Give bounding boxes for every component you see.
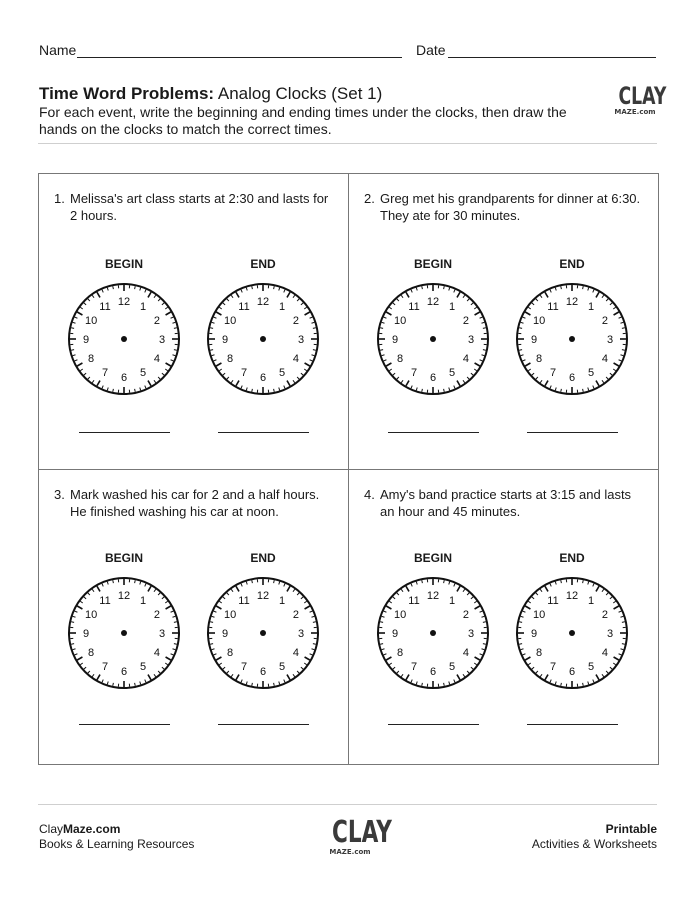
date-field[interactable] [448, 57, 656, 58]
clock-number: 5 [448, 660, 456, 673]
minute-tick [252, 580, 253, 583]
clock-center-dot [121, 630, 127, 636]
clock-number: 4 [462, 647, 469, 659]
begin-answer-line[interactable] [388, 724, 479, 725]
header-divider [38, 143, 657, 144]
minute-tick [583, 286, 584, 289]
clock-face [375, 281, 491, 397]
clock-number: 1 [278, 595, 286, 608]
minute-tick [113, 389, 114, 392]
minute-tick [380, 622, 383, 623]
end-label: END [250, 551, 276, 565]
begin-label: BEGIN [104, 257, 143, 271]
minute-tick [519, 328, 522, 329]
clock-number: 3 [606, 334, 614, 346]
begin-clock[interactable] [375, 281, 491, 397]
minute-tick [71, 622, 74, 623]
problem-cell-1 [39, 174, 348, 469]
end-clock[interactable] [514, 281, 630, 397]
clock-center-dot [121, 336, 127, 342]
clock-number: 11 [408, 301, 420, 314]
clock-number: 6 [568, 372, 576, 384]
minute-tick [622, 622, 625, 623]
minute-tick [174, 350, 177, 351]
clock-number: 10 [84, 609, 98, 621]
logo-bottom: MAZE.com [614, 108, 656, 116]
minute-tick [313, 350, 316, 351]
minute-tick [483, 350, 486, 351]
clock-number: 5 [278, 366, 286, 379]
minute-tick [483, 328, 486, 329]
minute-tick [135, 580, 136, 583]
clock-number: 4 [153, 353, 160, 365]
end-label: END [559, 551, 585, 565]
begin-label: BEGIN [413, 257, 452, 271]
minute-tick [210, 644, 213, 645]
problem-text [364, 486, 649, 520]
clock-number: 9 [530, 628, 538, 640]
clock-number: 1 [448, 595, 456, 608]
end-answer-line[interactable] [218, 724, 309, 725]
clock-number: 1 [587, 595, 595, 608]
problem-text [54, 486, 339, 520]
end-clock[interactable] [205, 575, 321, 691]
clock-number: 3 [158, 334, 166, 346]
title-rest: Analog Clocks (Set 1) [214, 84, 383, 103]
minute-tick [210, 328, 213, 329]
clock-number: 8 [227, 647, 234, 659]
worksheet-title [39, 84, 382, 104]
end-label: END [250, 257, 276, 271]
minute-tick [583, 389, 584, 392]
begin-answer-line[interactable] [79, 432, 170, 433]
clock-number: 7 [410, 366, 418, 379]
minute-tick [274, 683, 275, 686]
minute-tick [252, 683, 253, 686]
minute-tick [71, 350, 74, 351]
footer-divider [38, 804, 657, 805]
clock-number: 12 [256, 590, 270, 602]
minute-tick [135, 389, 136, 392]
clock-number: 9 [221, 334, 229, 346]
minute-tick [583, 580, 584, 583]
clock-center-dot [569, 336, 575, 342]
footer-right-sub: Activities & Worksheets [531, 837, 657, 851]
clock-number: 5 [448, 366, 456, 379]
clock-number: 8 [397, 647, 404, 659]
clock-number: 12 [565, 590, 579, 602]
minute-tick [252, 389, 253, 392]
problem-text [54, 190, 339, 224]
minute-tick [483, 644, 486, 645]
clock-number: 4 [153, 647, 160, 659]
clock-number: 9 [221, 628, 229, 640]
clock-number: 3 [606, 628, 614, 640]
clock-number: 6 [259, 666, 267, 678]
clock-number: 10 [393, 609, 407, 621]
clock-number: 1 [587, 301, 595, 314]
begin-answer-line[interactable] [388, 432, 479, 433]
clock-number: 2 [292, 609, 299, 621]
clock-number: 11 [547, 595, 559, 608]
minute-tick [422, 389, 423, 392]
clock-number: 10 [532, 315, 546, 327]
minute-tick [622, 644, 625, 645]
clock-number: 9 [82, 628, 90, 640]
minute-tick [622, 350, 625, 351]
problem-statement: Amy's band practice starts at 3:15 and lasts an hour and 45 minutes. [380, 487, 632, 519]
problem-number: 3. [54, 487, 65, 502]
clock-number: 8 [397, 353, 404, 365]
clock-number: 2 [153, 315, 160, 327]
clock-number: 3 [297, 628, 305, 640]
minute-tick [274, 580, 275, 583]
problem-statement: Mark washed his car for 2 and a half hours. He finished washing his car at noon. [70, 487, 320, 519]
clock-number: 3 [467, 628, 475, 640]
problem-cell-3 [39, 470, 348, 765]
clock-number: 3 [467, 334, 475, 346]
clock-number: 4 [601, 647, 608, 659]
clock-number: 6 [568, 666, 576, 678]
minute-tick [135, 683, 136, 686]
clock-number: 2 [601, 315, 608, 327]
problem-statement: Greg met his grandparents for dinner at 6:30. They ate for 30 minutes. [380, 191, 641, 223]
minute-tick [444, 683, 445, 686]
footer-brand-maze: Maze.com [63, 822, 121, 836]
clock-number: 11 [99, 301, 111, 314]
clock-number: 9 [391, 334, 399, 346]
minute-tick [210, 622, 213, 623]
minute-tick [483, 622, 486, 623]
clock-number: 6 [120, 372, 128, 384]
clock-number: 1 [448, 301, 456, 314]
clock-number: 6 [429, 666, 437, 678]
minute-tick [380, 644, 383, 645]
minute-tick [113, 580, 114, 583]
problem-number: 4. [364, 487, 375, 502]
footer-logo-bottom: MAZE.com [329, 848, 371, 856]
minute-tick [274, 286, 275, 289]
begin-clock[interactable] [66, 281, 182, 397]
end-label: END [559, 257, 585, 271]
minute-tick [561, 683, 562, 686]
clock-number: 10 [223, 609, 237, 621]
minute-tick [174, 622, 177, 623]
minute-tick [174, 644, 177, 645]
instructions: For each event, write the beginning and ending times under the clocks, then draw the hands on the clocks to match the correct times. [39, 104, 567, 137]
clock-face [66, 281, 182, 397]
clock-number: 8 [88, 647, 95, 659]
clock-number: 3 [158, 628, 166, 640]
clock-number: 8 [536, 353, 543, 365]
clock-number: 4 [462, 353, 469, 365]
footer-left [39, 822, 194, 852]
clock-number: 5 [139, 660, 147, 673]
end-answer-line[interactable] [527, 724, 618, 725]
clock-number: 11 [547, 301, 559, 314]
clock-face [205, 575, 321, 691]
clock-number: 6 [429, 372, 437, 384]
date-label: Date [416, 42, 446, 58]
problem-number: 2. [364, 191, 375, 206]
clock-center-dot [260, 336, 266, 342]
minute-tick [519, 350, 522, 351]
end-answer-line[interactable] [218, 432, 309, 433]
clock-number: 4 [601, 353, 608, 365]
minute-tick [519, 644, 522, 645]
problem-cell-2 [349, 174, 658, 469]
clock-number: 2 [462, 315, 469, 327]
clock-number: 11 [99, 595, 111, 608]
minute-tick [519, 622, 522, 623]
clock-number: 7 [549, 366, 557, 379]
minute-tick [135, 286, 136, 289]
clock-number: 5 [139, 366, 147, 379]
name-field[interactable] [77, 57, 402, 58]
clock-number: 12 [256, 296, 270, 308]
clock-number: 6 [259, 372, 267, 384]
clock-face [514, 281, 630, 397]
clock-number: 9 [530, 334, 538, 346]
begin-label: BEGIN [104, 551, 143, 565]
minute-tick [274, 389, 275, 392]
clock-number: 2 [292, 315, 299, 327]
clock-number: 10 [84, 315, 98, 327]
end-clock[interactable] [514, 575, 630, 691]
minute-tick [71, 644, 74, 645]
minute-tick [422, 580, 423, 583]
minute-tick [444, 389, 445, 392]
clock-number: 7 [101, 366, 109, 379]
minute-tick [313, 644, 316, 645]
clock-center-dot [569, 630, 575, 636]
clock-number: 1 [278, 301, 286, 314]
clock-number: 11 [408, 595, 420, 608]
minute-tick [444, 580, 445, 583]
clock-number: 8 [227, 353, 234, 365]
clock-number: 9 [82, 334, 90, 346]
clock-number: 5 [587, 366, 595, 379]
claymaze-logo [612, 82, 667, 116]
clock-number: 7 [101, 660, 109, 673]
end-answer-line[interactable] [527, 432, 618, 433]
clock-number: 7 [549, 660, 557, 673]
begin-clock[interactable] [66, 575, 182, 691]
problem-text [364, 190, 649, 224]
clock-number: 10 [393, 315, 407, 327]
minute-tick [210, 350, 213, 351]
clock-number: 8 [536, 647, 543, 659]
clock-number: 9 [391, 628, 399, 640]
minute-tick [71, 328, 74, 329]
begin-label: BEGIN [413, 551, 452, 565]
clock-number: 12 [117, 296, 131, 308]
problem-number: 1. [54, 191, 65, 206]
minute-tick [313, 328, 316, 329]
logo-top: CLAY [618, 82, 667, 110]
clock-number: 10 [223, 315, 237, 327]
minute-tick [422, 683, 423, 686]
footer-brand-clay: Clay [39, 822, 64, 836]
minute-tick [113, 683, 114, 686]
clock-number: 12 [426, 296, 440, 308]
minute-tick [380, 350, 383, 351]
clock-center-dot [430, 630, 436, 636]
begin-answer-line[interactable] [79, 724, 170, 725]
footer-left-sub: Books & Learning Resources [39, 837, 195, 851]
clock-number: 7 [410, 660, 418, 673]
footer-brand [39, 822, 194, 837]
minute-tick [561, 286, 562, 289]
end-clock[interactable] [205, 281, 321, 397]
clock-center-dot [260, 630, 266, 636]
clock-number: 5 [278, 660, 286, 673]
minute-tick [583, 683, 584, 686]
minute-tick [561, 389, 562, 392]
footer-right [532, 822, 657, 852]
clock-number: 6 [120, 666, 128, 678]
clock-number: 3 [297, 334, 305, 346]
clock-number: 12 [565, 296, 579, 308]
minute-tick [380, 328, 383, 329]
minute-tick [113, 286, 114, 289]
minute-tick [444, 286, 445, 289]
clock-face [66, 575, 182, 691]
begin-clock[interactable] [375, 575, 491, 691]
clock-number: 2 [153, 609, 160, 621]
clock-number: 10 [532, 609, 546, 621]
clock-number: 5 [587, 660, 595, 673]
minute-tick [561, 580, 562, 583]
clock-number: 2 [601, 609, 608, 621]
clock-number: 7 [240, 660, 248, 673]
clock-number: 11 [238, 595, 250, 608]
clock-number: 4 [292, 353, 299, 365]
clock-number: 12 [117, 590, 131, 602]
clock-number: 11 [238, 301, 250, 314]
clock-face [514, 575, 630, 691]
clock-face [375, 575, 491, 691]
title-bold: Time Word Problems: [39, 84, 215, 103]
footer-claymaze-logo [325, 815, 392, 856]
clock-number: 7 [240, 366, 248, 379]
footer-logo-top: CLAY [332, 815, 392, 850]
minute-tick [252, 286, 253, 289]
minute-tick [622, 328, 625, 329]
problem-grid [38, 173, 659, 765]
clock-number: 8 [88, 353, 95, 365]
footer-right-title: Printable [605, 822, 657, 836]
problem-statement: Melissa's art class starts at 2:30 and lasts for 2 hours. [70, 191, 329, 223]
minute-tick [422, 286, 423, 289]
minute-tick [313, 622, 316, 623]
clock-center-dot [430, 336, 436, 342]
clock-number: 4 [292, 647, 299, 659]
problem-cell-4 [349, 470, 658, 765]
clock-number: 1 [139, 301, 147, 314]
minute-tick [174, 328, 177, 329]
clock-number: 1 [139, 595, 147, 608]
clock-number: 12 [426, 590, 440, 602]
name-label: Name [39, 42, 77, 58]
clock-face [205, 281, 321, 397]
clock-number: 2 [462, 609, 469, 621]
